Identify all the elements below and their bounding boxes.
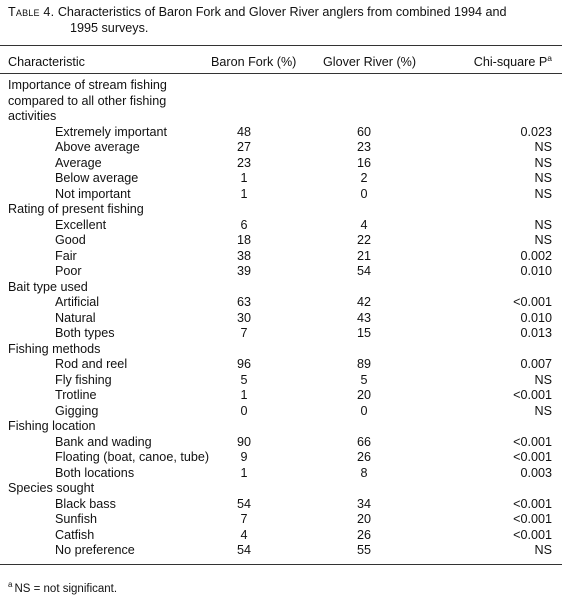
chi-square-p-value: <0.001 [513,527,552,542]
characteristic-label: Bank and wading [55,434,152,449]
table-row [0,311,562,327]
glover-river-value: 0 [360,186,368,201]
chi-square-p-value: 0.010 [520,264,552,278]
table-row [0,125,562,141]
section-label: compared to all other fishing [8,93,167,108]
characteristic-label: Not important [55,186,131,201]
glover-river-value: 43 [356,310,371,325]
baron-fork-value: 27 [236,140,251,154]
glover-river-value: 22 [356,233,371,247]
characteristic-label: Black bass [55,496,116,511]
chi-square-p-value: NS [534,372,552,387]
glover-river-value: 55 [356,543,371,557]
header-baron-fork: Baron Fork (%) [211,55,297,69]
glover-river-value: 0 [360,403,368,418]
table-row [0,543,562,559]
section-heading-row [0,280,562,296]
chi-square-p-value: NS [534,403,552,418]
characteristic-label: Above average [55,140,140,154]
table-row [0,295,562,311]
header-characteristic: Characteristic [8,55,85,69]
characteristic-label: Extremely important [55,124,167,139]
top-rule [0,45,562,46]
footnote-mark: a [8,580,13,590]
characteristic-label: Floating (boat, canoe, tube) [55,450,210,464]
glover-river-value: 16 [356,155,371,170]
header-chi-square-label: Chi-square P [473,55,548,69]
chi-square-p-value: <0.001 [513,434,552,449]
footnote-text: NS = not significant. [14,583,118,595]
table-caption [8,5,556,36]
section-label: Rating of present fishing [8,202,144,216]
caption-line-1 [8,5,556,21]
table-row [0,528,562,544]
glover-river-value: 89 [356,357,371,371]
section-heading-row [0,94,562,110]
baron-fork-value: 96 [236,357,251,371]
table-title-line-1: Characteristics of Baron Fork and Glover River anglers from combined 1994 and [57,5,507,19]
table-row [0,249,562,265]
table-row [0,218,562,234]
header-chi-square [474,54,552,70]
characteristic-label: Both locations [55,465,135,480]
table-row [0,512,562,528]
characteristic-label: Fair [55,248,77,263]
glover-river-value: 60 [356,124,371,139]
glover-river-value: 8 [360,465,368,480]
table-row [0,156,562,172]
characteristic-label: Rod and reel [55,357,128,371]
baron-fork-value: 39 [236,264,251,278]
baron-fork-value: 38 [236,248,251,263]
baron-fork-value: 54 [236,543,251,557]
characteristic-label: Trotline [55,388,97,402]
section-heading-row [0,202,562,218]
table-row [0,404,562,420]
chi-square-p-value: 0.013 [520,326,552,340]
baron-fork-value: 90 [236,434,251,449]
baron-fork-value: 1 [240,465,248,480]
table-row [0,187,562,203]
table-row [0,264,562,280]
glover-river-value: 4 [360,217,368,232]
glover-river-value: 26 [356,527,371,542]
characteristic-label: No preference [55,543,135,557]
table-number: Table 4. [8,5,55,19]
chi-square-p-value: NS [534,233,552,247]
glover-river-value: 26 [356,450,371,464]
table-footnote [8,582,117,596]
baron-fork-value: 6 [240,217,248,232]
baron-fork-value: 0 [240,403,248,418]
baron-fork-value: 23 [236,155,251,170]
glover-river-value: 5 [360,372,368,387]
section-label: Importance of stream fishing [8,78,167,92]
table-row [0,388,562,404]
table-row [0,140,562,156]
chi-square-p-value: <0.001 [513,388,552,402]
section-heading-row [0,342,562,358]
characteristic-label: Artificial [55,295,100,309]
characteristic-label: Poor [55,264,82,278]
header-glover-river: Glover River (%) [323,55,417,69]
characteristic-label: Catfish [55,527,95,542]
table-title-line-2: 1995 surveys. [70,20,149,35]
baron-fork-value: 7 [240,326,248,340]
characteristic-label: Fly fishing [55,372,112,387]
glover-river-value: 34 [356,496,371,511]
baron-fork-value: 1 [240,186,248,201]
characteristic-label: Average [55,155,102,170]
glover-river-value: 2 [360,171,368,185]
section-heading-row [0,419,562,435]
chi-square-p-value: <0.001 [513,496,552,511]
baron-fork-value: 5 [240,372,248,387]
table-row [0,373,562,389]
glover-river-value: 54 [356,264,371,278]
bottom-rule [0,564,562,565]
glover-river-value: 23 [356,140,371,154]
characteristic-label: Both types [55,326,115,340]
baron-fork-value: 48 [236,124,251,139]
table-row [0,450,562,466]
chi-square-p-value: <0.001 [513,295,552,309]
characteristic-label: Good [55,233,86,247]
glover-river-value: 21 [356,248,371,263]
glover-river-value: 15 [356,326,371,340]
table-row [0,497,562,513]
baron-fork-value: 7 [240,512,248,526]
table-row [0,171,562,187]
chi-square-p-value: NS [534,155,552,170]
section-label: Bait type used [8,279,88,294]
section-heading-row [0,481,562,497]
characteristic-label: Sunfish [55,512,98,526]
header-footnote-mark: a [547,52,552,63]
chi-square-p-value: 0.010 [520,310,552,325]
section-heading-row [0,109,562,125]
characteristic-label: Below average [55,171,139,185]
table-row [0,233,562,249]
baron-fork-value: 63 [236,295,251,309]
chi-square-p-value: <0.001 [513,512,552,526]
table-row [0,326,562,342]
chi-square-p-value: 0.002 [520,248,552,263]
characteristic-label: Natural [55,310,96,325]
section-label: Fishing methods [8,341,101,356]
glover-river-value: 20 [356,388,371,402]
chi-square-p-value: NS [534,186,552,201]
chi-square-p-value: NS [534,171,552,185]
section-heading-row [0,78,562,94]
characteristic-label: Excellent [55,217,107,232]
chi-square-p-value: <0.001 [513,450,552,464]
baron-fork-value: 9 [240,450,248,464]
baron-fork-value: 1 [240,171,248,185]
header-rule [0,73,562,74]
chi-square-p-value: 0.023 [520,124,552,139]
chi-square-p-value: 0.007 [520,357,552,371]
baron-fork-value: 4 [240,527,248,542]
section-label: Species sought [8,481,95,495]
chi-square-p-value: NS [534,543,552,557]
characteristic-label: Gigging [55,403,99,418]
section-label: Fishing location [8,419,96,433]
baron-fork-value: 18 [236,233,251,247]
table-row [0,357,562,373]
baron-fork-value: 30 [236,310,251,325]
baron-fork-value: 1 [240,388,248,402]
chi-square-p-value: 0.003 [520,465,552,480]
glover-river-value: 66 [356,434,371,449]
baron-fork-value: 54 [236,496,251,511]
glover-river-value: 20 [356,512,371,526]
table-row [0,466,562,482]
section-label: activities [8,109,57,123]
chi-square-p-value: NS [534,217,552,232]
glover-river-value: 42 [356,295,371,309]
chi-square-p-value: NS [534,140,552,154]
table-row [0,435,562,451]
